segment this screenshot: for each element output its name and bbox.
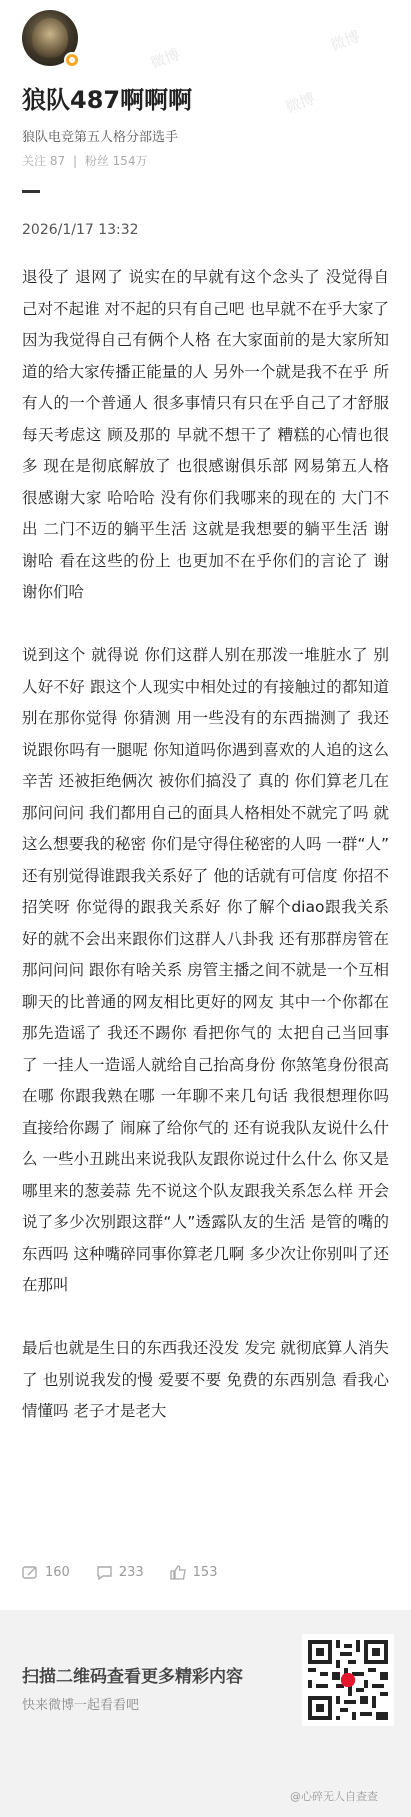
fans-count[interactable]: 154万 xyxy=(112,154,148,168)
post-actions xyxy=(22,1562,243,1582)
source-watermark: @心碎无人自查查 xyxy=(290,1790,378,1803)
like-button[interactable] xyxy=(170,1565,218,1580)
comment-count: 233 xyxy=(118,1564,144,1580)
watermark: 微博 xyxy=(147,45,183,73)
like-count: 153 xyxy=(192,1564,218,1580)
watermark: 微博 xyxy=(282,89,318,117)
post-paragraph: 退役了 退网了 说实在的早就有这个念头了 没觉得自己对不起谁 对不起的只有自己吧 也早就不在乎大家了 因为我觉得自己有俩个人格 在大家面前的是大家所知道的给大家传播正能量的人 另外一个就是我不在乎 所有人的一个普通人 很多事情只有只在乎自己了才舒服 每天考虑这 顾及那的 早就不想干了 糟糕的心情也很多 现在是彻底解放了 也很感谢俱乐部 网易第五人格 很感谢大家 哈哈哈 没有你们我哪来的现在的 大门不出 二门不迈的躺平生活 这就是我想要的躺平生活 谢谢哈 看在这些的份上 也更加不在乎你们的言论了 谢谢你们哈 xyxy=(22,268,389,601)
header-divider xyxy=(22,190,40,193)
repost-icon xyxy=(22,1565,39,1580)
repost-count: 160 xyxy=(45,1564,70,1580)
post-paragraph: 说到这个 就得说 你们这群人别在那泼一堆脏水了 别人好不好 跟这个人现实中相处过的有接触过的都知道 别在那你觉得 你猜测 用一些没有的东西揣测了 我还说跟你吗有一腿呢 你知道吗你遇到喜欢的人追的这么辛苦 还被拒绝俩次 被你们搞没了 真的 你们算老几在那问问问 我们都用自己的面具人格相处不就完了吗 就这么想要我的秘密 你们是守得住秘密的人吗 一群“人” 还有别觉得谁跟我关系好了 他的话就有可信度 你招不招笑呀 你觉得的跟我关系好 你了解个diao跟我关系好的就不会出来跟你们这群人八卦我 还有那群房管在那问问问 跟你有啥关系 房管主播之间不就是一个互相聊天的比普通的网友相比更好的网友 其中一个你都在那先造谣了 我还不踢你 看把你气的 太把自己当回事了 一挂人一造谣人就给自己抬高身份 你煞笔身份很高在哪 你跟我熟在哪 一年聊不来几句话 我很想理你吗 直接给你踢了 闹麻了给你气的 还有说我队友说什么什么 一些小丑跳出来说我队友跟你说过什么什么 你又是哪里来的葱姜蒜 先不说这个队友跟我关系怎么样 开会说了多少次别跟这群“人”透露队友的生活 是管的嘴的东西吗 这种嘴碎同事你算老几啊 多少次让你别叫了还在那叫 xyxy=(22,646,389,1294)
stats-separator: | xyxy=(72,154,77,168)
footer-title: 扫描二维码查看更多精彩内容 xyxy=(22,1667,243,1687)
footer-subtitle: 快来微博一起看看吧 xyxy=(22,1698,140,1713)
avatar-image xyxy=(32,18,68,58)
fans-label: 粉丝 xyxy=(84,154,109,168)
like-icon xyxy=(170,1565,187,1580)
verified-badge-icon xyxy=(64,52,80,68)
user-description: 狼队电竞第五人格分部选手 xyxy=(22,130,179,145)
username[interactable]: 狼队487啊啊啊 xyxy=(22,86,193,114)
following-count[interactable]: 87 xyxy=(49,154,66,168)
following-label: 关注 xyxy=(22,154,47,168)
post-body xyxy=(22,262,389,1459)
comment-icon xyxy=(96,1565,113,1580)
qr-code-icon[interactable] xyxy=(302,1634,394,1726)
repost-button[interactable] xyxy=(22,1565,70,1580)
share-footer xyxy=(0,1610,411,1817)
post-datetime: 2026/1/17 13:32 xyxy=(22,222,139,238)
post-paragraph: 最后也就是生日的东西我还没发 发完 就彻底算人消失了 也别说我发的慢 爱要不要 免费的东西别急 看我心情懂吗 老子才是老大 xyxy=(22,1339,389,1420)
user-stats xyxy=(22,152,148,169)
comment-button[interactable] xyxy=(96,1565,144,1580)
watermark: 微博 xyxy=(327,27,363,55)
